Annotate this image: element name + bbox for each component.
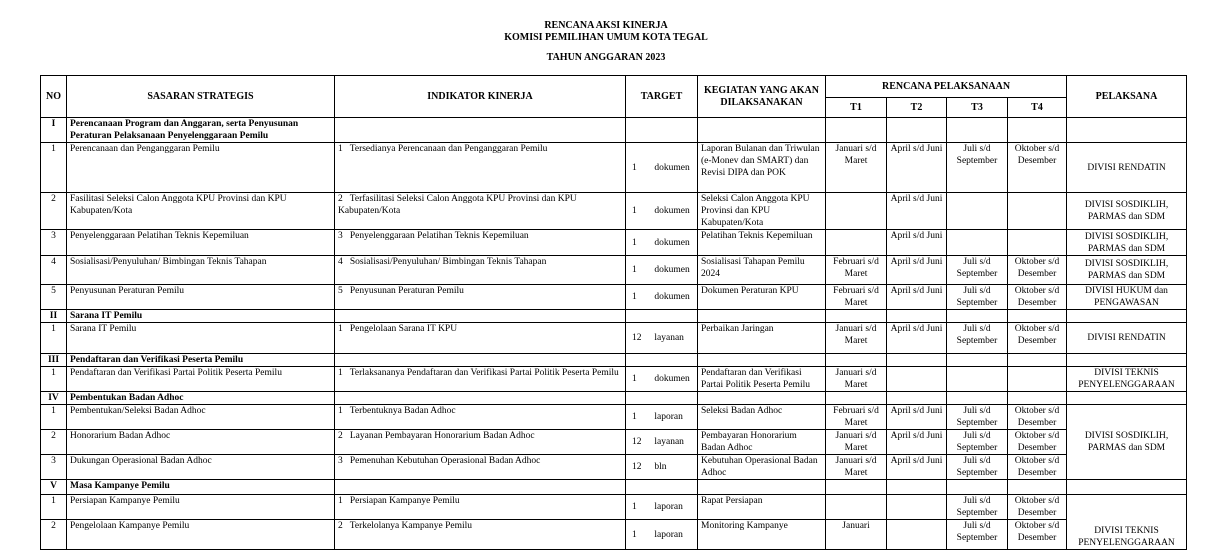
- col-t4: T4: [1008, 98, 1067, 118]
- t4-cell: [1008, 193, 1067, 230]
- kegiatan-cell: Rapat Persiapan: [698, 495, 826, 520]
- indikator-cell: 2 Terfasilitasi Seleksi Calon Anggota KPU Provinsi dan KPU Kabupaten/Kota: [335, 193, 626, 230]
- t2-cell: April s/d Juni: [887, 143, 947, 193]
- table-row: [41, 143, 1187, 193]
- t2-cell: April s/d Juni: [887, 285, 947, 310]
- t3-cell: Juli s/d September: [947, 520, 1008, 550]
- sasaran-cell: Penyusunan Peraturan Pemilu: [67, 285, 335, 310]
- pelaksana-cell: DIVISI SOSDIKLIH, PARMAS dan SDM: [1067, 193, 1187, 230]
- table-row: [41, 230, 1187, 256]
- t3-cell: Juli s/d September: [947, 455, 1008, 480]
- sasaran-cell: Pengelolaan Kampanye Pemilu: [67, 520, 335, 550]
- indikator-cell: 1 Terlaksananya Pendaftaran dan Verifikasi Partai Politik Peserta Pemilu: [335, 367, 626, 392]
- row-no: 4: [41, 256, 67, 285]
- t1-cell: Januari s/d Maret: [826, 430, 887, 455]
- t1-cell: Januari s/d Maret: [826, 143, 887, 193]
- target-cell: 1 laporan: [626, 520, 698, 550]
- sasaran-cell: Fasilitasi Seleksi Calon Anggota KPU Provinsi dan KPU Kabupaten/Kota: [67, 193, 335, 230]
- t3-cell: Juli s/d September: [947, 405, 1008, 430]
- t2-cell: April s/d Juni: [887, 455, 947, 480]
- t2-cell: April s/d Juni: [887, 323, 947, 354]
- col-t2: T2: [887, 98, 947, 118]
- sasaran-cell: Dukungan Operasional Badan Adhoc: [67, 455, 335, 480]
- target-cell: 1 laporan: [626, 405, 698, 430]
- action-plan-table: [40, 75, 1187, 550]
- table-row: [41, 430, 1187, 455]
- section-no: I: [41, 118, 67, 143]
- section-no: II: [41, 310, 67, 323]
- col-sasaran: SASARAN STRATEGIS: [67, 76, 335, 118]
- section-row: [41, 392, 1187, 405]
- row-no: 2: [41, 430, 67, 455]
- indikator-cell: 2 Terkelolanya Kampanye Pemilu: [335, 520, 626, 550]
- section-row: [41, 354, 1187, 367]
- row-no: 3: [41, 455, 67, 480]
- t2-cell: April s/d Juni: [887, 230, 947, 256]
- col-t1: T1: [826, 98, 887, 118]
- indikator-cell: 1 Persiapan Kampanye Pemilu: [335, 495, 626, 520]
- sasaran-cell: Sosialisasi/Penyuluhan/ Bimbingan Teknis Tahapan: [67, 256, 335, 285]
- t1-cell: Januari s/d Maret: [826, 323, 887, 354]
- t2-cell: April s/d Juni: [887, 193, 947, 230]
- organization-name: KOMISI PEMILIHAN UMUM KOTA TEGAL: [504, 32, 708, 43]
- col-indikator: INDIKATOR KINERJA: [335, 76, 626, 118]
- t3-cell: Juli s/d September: [947, 285, 1008, 310]
- t4-cell: [1008, 367, 1067, 392]
- target-cell: 1 dokumen: [626, 143, 698, 193]
- t1-cell: Februari s/d Maret: [826, 285, 887, 310]
- t4-cell: Oktober s/d Desember: [1008, 495, 1067, 520]
- t1-cell: Januari s/d Maret: [826, 367, 887, 392]
- table-row: [41, 495, 1187, 520]
- pelaksana-cell: DIVISI RENDATIN: [1067, 323, 1187, 354]
- row-no: 1: [41, 143, 67, 193]
- t3-cell: [947, 193, 1008, 230]
- indikator-cell: 4 Sosialisasi/Penyuluhan/ Bimbingan Teknis Tahapan: [335, 256, 626, 285]
- t2-cell: April s/d Juni: [887, 256, 947, 285]
- pelaksana-cell: DIVISI SOSDIKLIH, PARMAS dan SDM: [1067, 405, 1187, 480]
- col-kegiatan: KEGIATAN YANG AKAN DILAKSANAKAN: [698, 76, 826, 118]
- kegiatan-cell: Pelatihan Teknis Kepemiluan: [698, 230, 826, 256]
- section-no: IV: [41, 392, 67, 405]
- section-title: Masa Kampanye Pemilu: [67, 480, 335, 495]
- section-row: [41, 480, 1187, 495]
- table-row: [41, 193, 1187, 230]
- t3-cell: Juli s/d September: [947, 430, 1008, 455]
- kegiatan-cell: Seleksi Calon Anggota KPU Provinsi dan KPU Kabupaten/Kota: [698, 193, 826, 230]
- t3-cell: Juli s/d September: [947, 323, 1008, 354]
- kegiatan-cell: Pendaftaran dan Verifikasi Partai Politik Peserta Pemilu: [698, 367, 826, 392]
- table-row: [41, 405, 1187, 430]
- t4-cell: Oktober s/d Desember: [1008, 285, 1067, 310]
- indikator-cell: 5 Penyusunan Peraturan Pemilu: [335, 285, 626, 310]
- row-no: 1: [41, 405, 67, 430]
- sasaran-cell: Honorarium Badan Adhoc: [67, 430, 335, 455]
- indikator-cell: 1 Terbentuknya Badan Adhoc: [335, 405, 626, 430]
- row-no: 1: [41, 495, 67, 520]
- t2-cell: April s/d Juni: [887, 430, 947, 455]
- section-title: Sarana IT Pemilu: [67, 310, 335, 323]
- t4-cell: Oktober s/d Desember: [1008, 430, 1067, 455]
- t4-cell: Oktober s/d Desember: [1008, 256, 1067, 285]
- kegiatan-cell: Seleksi Badan Adhoc: [698, 405, 826, 430]
- indikator-cell: 2 Layanan Pembayaran Honorarium Badan Adhoc: [335, 430, 626, 455]
- t1-cell: [826, 193, 887, 230]
- row-no: 1: [41, 367, 67, 392]
- target-cell: 1 dokumen: [626, 367, 698, 392]
- document-title: RENCANA AKSI KINERJA: [544, 20, 668, 31]
- row-no: 2: [41, 520, 67, 550]
- t3-cell: [947, 367, 1008, 392]
- section-no: III: [41, 354, 67, 367]
- target-cell: 1 dokumen: [626, 230, 698, 256]
- t3-cell: Juli s/d September: [947, 256, 1008, 285]
- pelaksana-cell: DIVISI HUKUM dan PENGAWASAN: [1067, 285, 1187, 310]
- t2-cell: [887, 495, 947, 520]
- pelaksana-cell: DIVISI TEKNIS PENYELENGGARAAN: [1067, 367, 1187, 392]
- kegiatan-cell: Sosialisasi Tahapan Pemilu 2024: [698, 256, 826, 285]
- t3-cell: [947, 230, 1008, 256]
- pelaksana-cell: DIVISI RENDATIN: [1067, 143, 1187, 193]
- row-no: 2: [41, 193, 67, 230]
- pelaksana-cell: DIVISI SOSDIKLIH, PARMAS dan SDM: [1067, 256, 1187, 285]
- target-cell: 1 dokumen: [626, 193, 698, 230]
- t3-cell: Juli s/d September: [947, 495, 1008, 520]
- t1-cell: Februari s/d Maret: [826, 256, 887, 285]
- kegiatan-cell: Monitoring Kampanye: [698, 520, 826, 550]
- indikator-cell: 3 Penyelenggaraan Pelatihan Teknis Kepemiluan: [335, 230, 626, 256]
- t4-cell: Oktober s/d Desember: [1008, 520, 1067, 550]
- table-row: [41, 323, 1187, 354]
- target-cell: 1 laporan: [626, 495, 698, 520]
- fiscal-year: TAHUN ANGGARAN 2023: [546, 52, 666, 63]
- indikator-cell: 3 Pemenuhan Kebutuhan Operasional Badan Adhoc: [335, 455, 626, 480]
- t3-cell: Juli s/d September: [947, 143, 1008, 193]
- sasaran-cell: Sarana IT Pemilu: [67, 323, 335, 354]
- kegiatan-cell: Dokumen Peraturan KPU: [698, 285, 826, 310]
- sasaran-cell: Pembentukan/Seleksi Badan Adhoc: [67, 405, 335, 430]
- section-row: [41, 118, 1187, 143]
- pelaksana-cell: DIVISI TEKNIS PENYELENGGARAAN: [1067, 495, 1187, 550]
- t2-cell: [887, 367, 947, 392]
- t1-cell: [826, 230, 887, 256]
- col-pelaksana: PELAKSANA: [1067, 76, 1187, 118]
- indikator-cell: 1 Pengelolaan Sarana IT KPU: [335, 323, 626, 354]
- table-row: [41, 285, 1187, 310]
- target-cell: 1 dokumen: [626, 256, 698, 285]
- col-no: NO: [41, 76, 67, 118]
- section-title: Perencanaan Program dan Anggaran, serta Penyusunan Peraturan Pelaksanaan Penyelenggaraan Pemilu: [67, 118, 335, 143]
- row-no: 3: [41, 230, 67, 256]
- sasaran-cell: Perencanaan dan Penganggaran Pemilu: [67, 143, 335, 193]
- t4-cell: [1008, 230, 1067, 256]
- target-cell: 12 layanan: [626, 323, 698, 354]
- t2-cell: [887, 520, 947, 550]
- kegiatan-cell: Pembayaran Honorarium Badan Adhoc: [698, 430, 826, 455]
- t4-cell: Oktober s/d Desember: [1008, 455, 1067, 480]
- col-t3: T3: [947, 98, 1008, 118]
- table-row: [41, 455, 1187, 480]
- col-target: TARGET: [626, 76, 698, 118]
- kegiatan-cell: Laporan Bulanan dan Triwulan (e-Monev dan SMART) dan Revisi DIPA dan POK: [698, 143, 826, 193]
- t4-cell: Oktober s/d Desember: [1008, 405, 1067, 430]
- t2-cell: April s/d Juni: [887, 405, 947, 430]
- target-cell: 12 layanan: [626, 430, 698, 455]
- kegiatan-cell: Perbaikan Jaringan: [698, 323, 826, 354]
- t1-cell: Februari s/d Maret: [826, 405, 887, 430]
- section-no: V: [41, 480, 67, 495]
- t1-cell: [826, 495, 887, 520]
- row-no: 5: [41, 285, 67, 310]
- target-cell: 1 dokumen: [626, 285, 698, 310]
- sasaran-cell: Penyelenggaraan Pelatihan Teknis Kepemiluan: [67, 230, 335, 256]
- table-row: [41, 256, 1187, 285]
- kegiatan-cell: Kebutuhan Operasional Badan Adhoc: [698, 455, 826, 480]
- table-row: [41, 520, 1187, 550]
- section-row: [41, 310, 1187, 323]
- t4-cell: Oktober s/d Desember: [1008, 143, 1067, 193]
- sasaran-cell: Persiapan Kampanye Pemilu: [67, 495, 335, 520]
- t1-cell: Januari s/d Maret: [826, 455, 887, 480]
- section-title: Pembentukan Badan Adhoc: [67, 392, 335, 405]
- t4-cell: Oktober s/d Desember: [1008, 323, 1067, 354]
- col-rencana: RENCANA PELAKSANAAN: [826, 76, 1067, 98]
- sasaran-cell: Pendaftaran dan Verifikasi Partai Politik Peserta Pemilu: [67, 367, 335, 392]
- row-no: 1: [41, 323, 67, 354]
- section-title: Pendaftaran dan Verifikasi Peserta Pemilu: [67, 354, 335, 367]
- indikator-cell: 1 Tersedianya Perencanaan dan Penganggaran Pemilu: [335, 143, 626, 193]
- pelaksana-cell: DIVISI SOSDIKLIH, PARMAS dan SDM: [1067, 230, 1187, 256]
- t1-cell: Januari: [826, 520, 887, 550]
- target-cell: 12 bln: [626, 455, 698, 480]
- table-row: [41, 367, 1187, 392]
